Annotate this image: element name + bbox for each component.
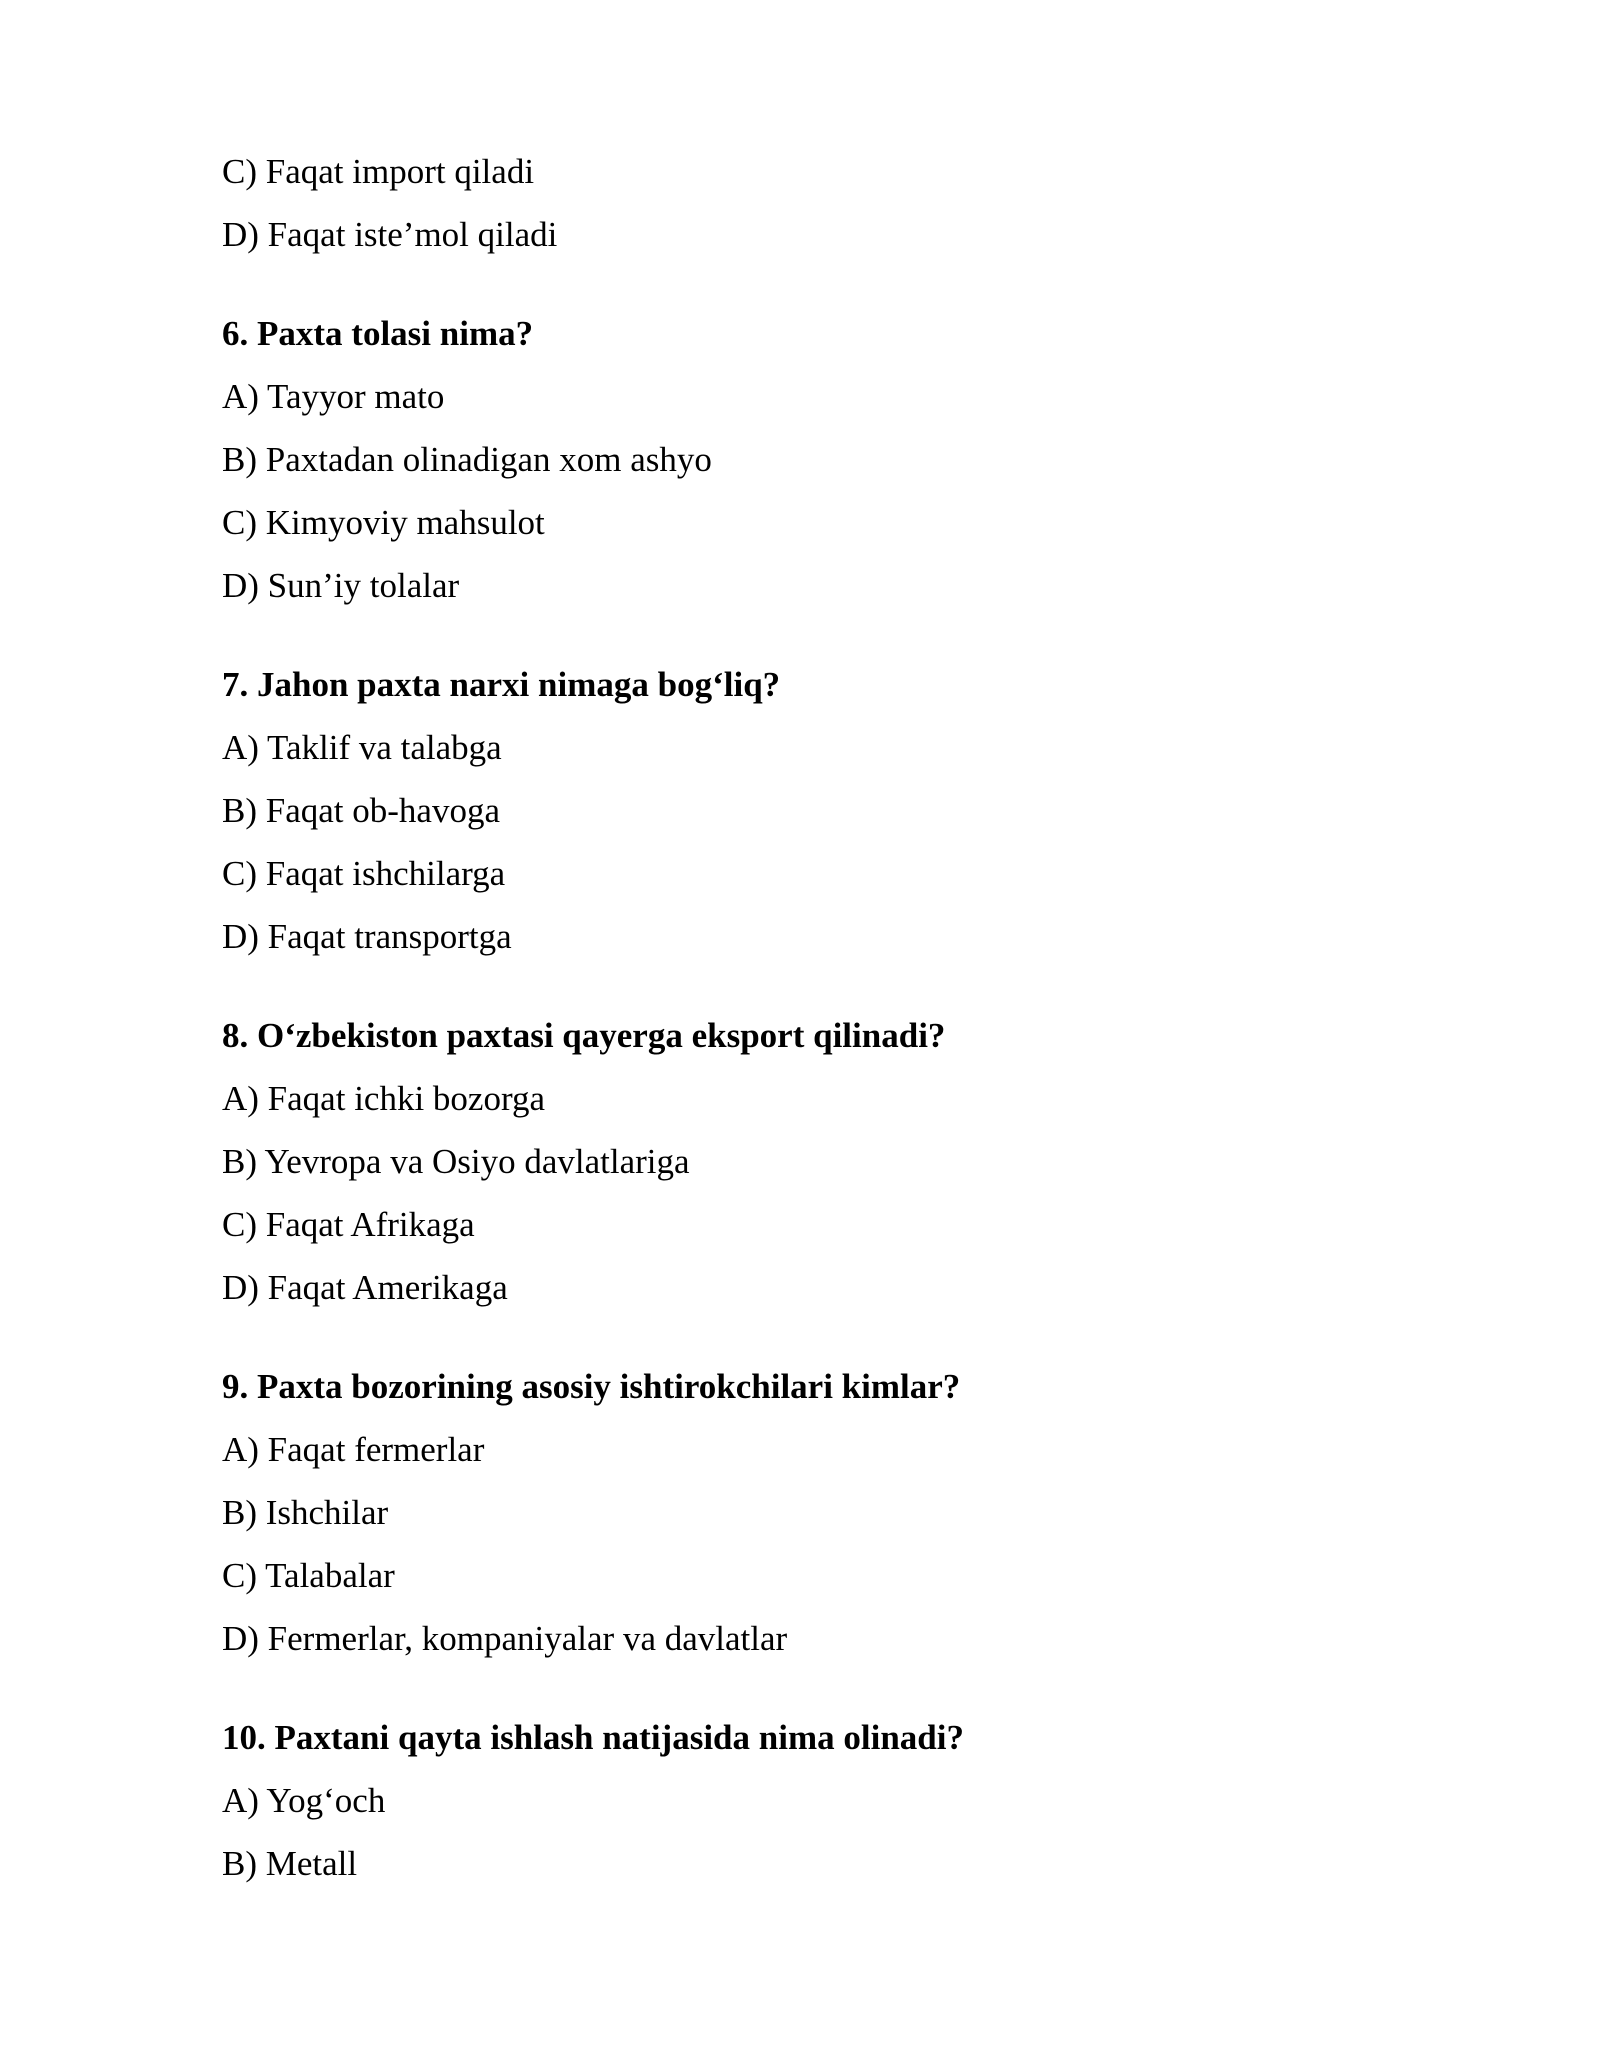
quiz-content xyxy=(222,140,1402,1895)
answer-option: B) Metall xyxy=(222,1844,358,1883)
answer-option: B) Paxtadan olinadigan xom ashyo xyxy=(222,440,712,479)
answer-option: A) Yog‘och xyxy=(222,1781,386,1820)
answer-option: A) Taklif va talabga xyxy=(222,728,502,767)
question-block-10 xyxy=(222,1706,1402,1895)
answer-option: A) Faqat ichki bozorga xyxy=(222,1079,546,1118)
question-block-6 xyxy=(222,302,1402,617)
answer-option: A) Tayyor mato xyxy=(222,377,445,416)
answer-option: A) Faqat fermerlar xyxy=(222,1430,485,1469)
answer-option: C) Faqat Afrikaga xyxy=(222,1205,475,1244)
question-block-9 xyxy=(222,1355,1402,1670)
question-block-8 xyxy=(222,1004,1402,1319)
answer-option: B) Faqat ob-havoga xyxy=(222,791,500,830)
answer-option: C) Faqat ishchilarga xyxy=(222,854,506,893)
answer-option: B) Ishchilar xyxy=(222,1493,389,1532)
question-title: 10. Paxtani qayta ishlash natijasida nima olinadi? xyxy=(222,1718,964,1757)
question-title: 8. O‘zbekiston paxtasi qayerga eksport qilinadi? xyxy=(222,1016,946,1055)
question-block-5-continued xyxy=(222,140,1402,266)
answer-option: C) Kimyoviy mahsulot xyxy=(222,503,545,542)
answer-option: D) Sun’iy tolalar xyxy=(222,566,460,605)
answer-option: D) Faqat Amerikaga xyxy=(222,1268,508,1307)
question-title: 6. Paxta tolasi nima? xyxy=(222,314,534,353)
answer-option: D) Fermerlar, kompaniyalar va davlatlar xyxy=(222,1619,788,1658)
answer-option: C) Faqat import qiladi xyxy=(222,152,535,191)
question-title: 7. Jahon paxta narxi nimaga bog‘liq? xyxy=(222,665,781,704)
question-block-7 xyxy=(222,653,1402,968)
answer-option: C) Talabalar xyxy=(222,1556,395,1595)
answer-option: D) Faqat iste’mol qiladi xyxy=(222,215,558,254)
answer-option: D) Faqat transportga xyxy=(222,917,512,956)
answer-option: B) Yevropa va Osiyo davlatlariga xyxy=(222,1142,690,1181)
question-title: 9. Paxta bozorining asosiy ishtirokchilari kimlar? xyxy=(222,1367,961,1406)
